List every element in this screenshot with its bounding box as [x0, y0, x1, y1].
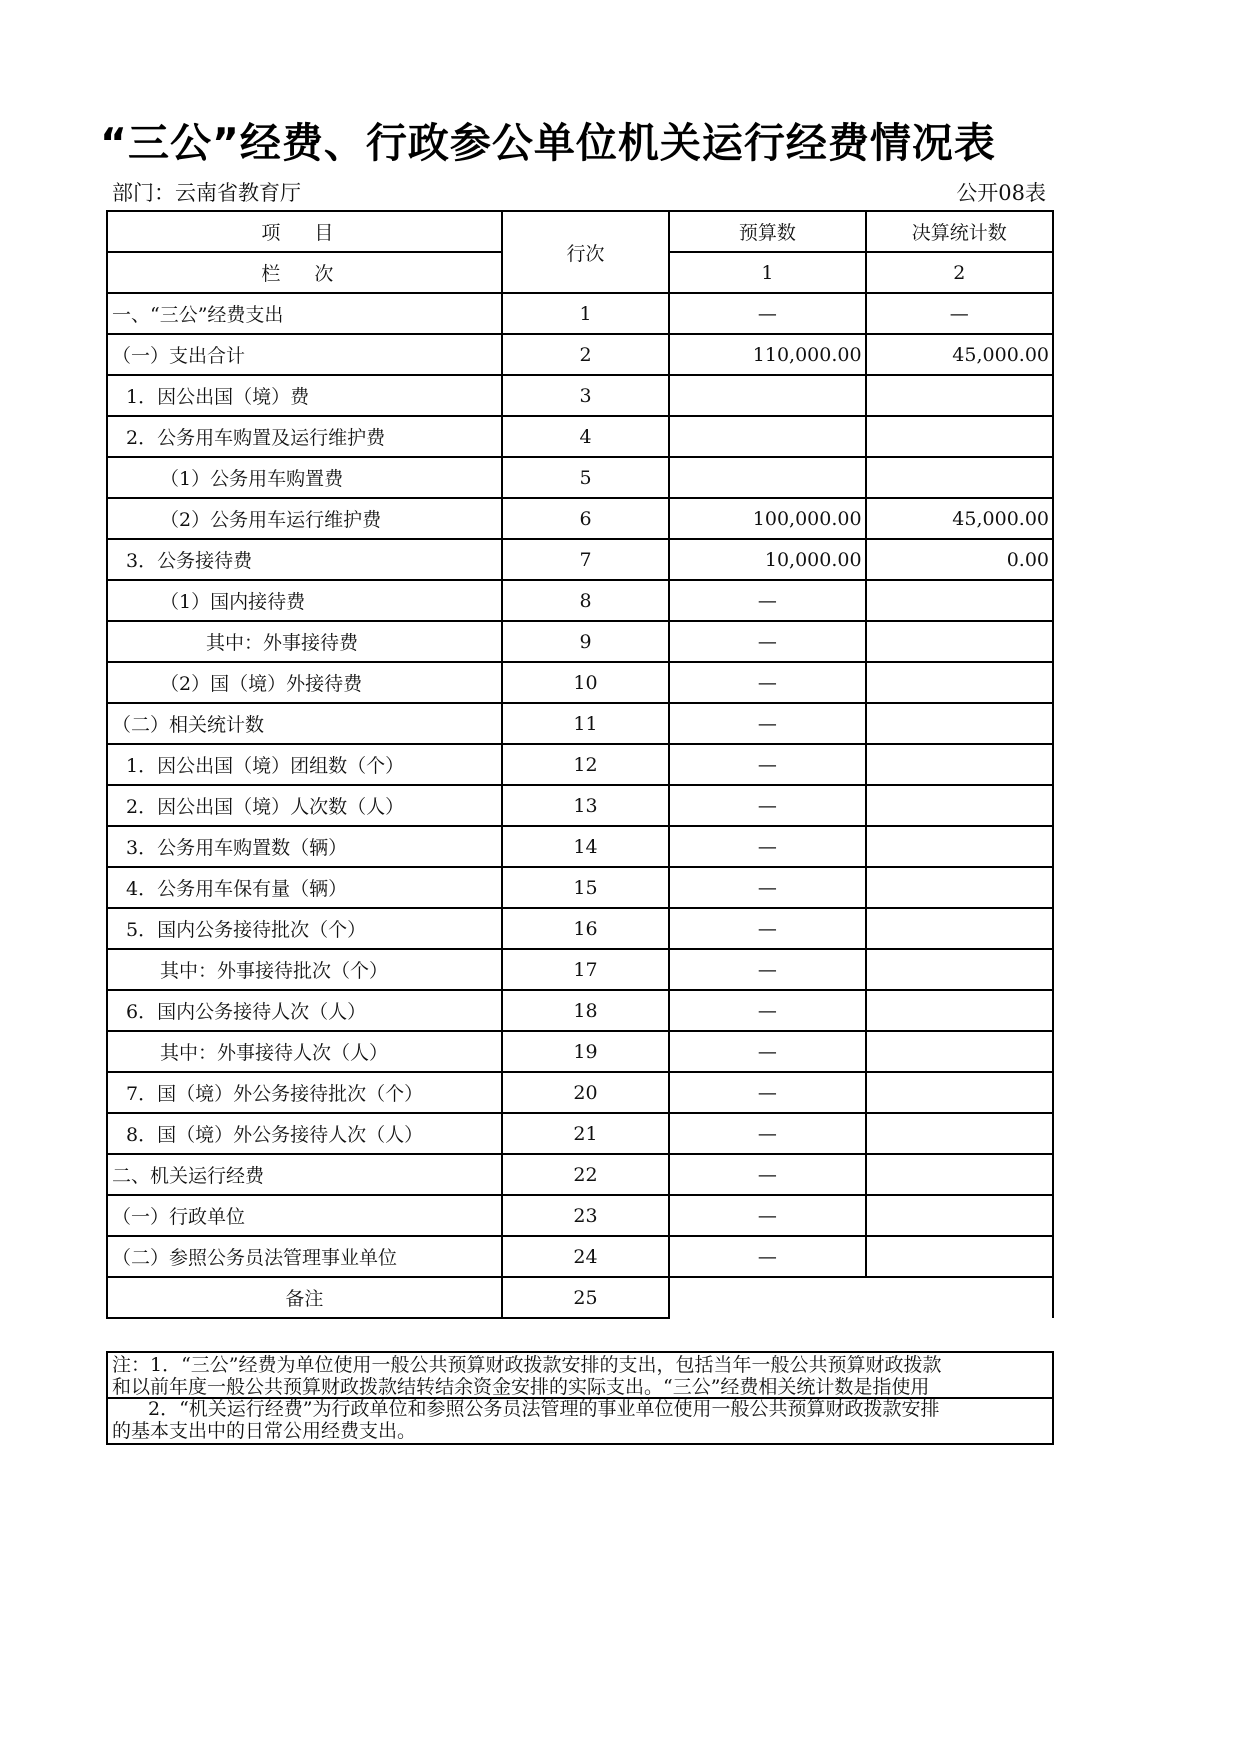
budget-value: —	[669, 867, 865, 908]
remarks-label: 备注	[107, 1277, 502, 1318]
row-label: （一）行政单位	[107, 1195, 502, 1236]
row-label: （二）参照公务员法管理事业单位	[107, 1236, 502, 1277]
table-row	[107, 703, 1053, 744]
budget-value: —	[669, 662, 865, 703]
row-label: 5．国内公务接待批次（个）	[107, 908, 502, 949]
budget-value	[669, 375, 865, 416]
table-row	[107, 416, 1053, 457]
budget-value: —	[669, 1154, 865, 1195]
row-label: （2）国（境）外接待费	[107, 662, 502, 703]
final-value: 45,000.00	[866, 334, 1053, 375]
final-value	[866, 703, 1053, 744]
table-row	[107, 744, 1053, 785]
table-row	[107, 908, 1053, 949]
header-row	[107, 211, 1053, 252]
final-value	[866, 1154, 1053, 1195]
table-row	[107, 990, 1053, 1031]
row-number: 11	[502, 703, 669, 744]
row-label: 其中：外事接待批次（个）	[107, 949, 502, 990]
table-row	[107, 785, 1053, 826]
row-label: 3．公务接待费	[107, 539, 502, 580]
header-column-order: 栏 次	[107, 252, 502, 293]
remarks-row-no: 25	[502, 1277, 669, 1318]
note-line-3: 2．“机关运行经费”为行政单位和参照公务员法管理的事业单位使用一般公共预算财政拨款安排	[148, 1398, 940, 1420]
budget-value: —	[669, 990, 865, 1031]
row-label: 6．国内公务接待人次（人）	[107, 990, 502, 1031]
budget-value	[669, 457, 865, 498]
row-number: 10	[502, 662, 669, 703]
row-label: （1）公务用车购置费	[107, 457, 502, 498]
row-number: 14	[502, 826, 669, 867]
final-value	[866, 621, 1053, 662]
table-row	[107, 293, 1053, 334]
row-number: 23	[502, 1195, 669, 1236]
final-value	[866, 1236, 1053, 1277]
table-row	[107, 580, 1053, 621]
final-value: —	[866, 293, 1053, 334]
row-label: 一、“三公”经费支出	[107, 293, 502, 334]
budget-value: —	[669, 908, 865, 949]
row-number: 8	[502, 580, 669, 621]
table-row	[107, 1072, 1053, 1113]
budget-column-number: 1	[669, 252, 865, 293]
note-line-2: 和以前年度一般公共预算财政拨款结转结余资金安排的实际支出。“三公”经费相关统计数是指使用	[112, 1376, 930, 1398]
final-value	[866, 457, 1053, 498]
row-label: （一）支出合计	[107, 334, 502, 375]
final-value	[866, 785, 1053, 826]
remarks-value	[669, 1277, 1053, 1318]
row-number: 22	[502, 1154, 669, 1195]
budget-value: —	[669, 621, 865, 662]
row-label: 3．公务用车购置数（辆）	[107, 826, 502, 867]
row-label: 4．公务用车保有量（辆）	[107, 867, 502, 908]
header-item: 项 目	[107, 211, 502, 252]
row-label: 2．因公出国（境）人次数（人）	[107, 785, 502, 826]
row-number: 7	[502, 539, 669, 580]
budget-value: —	[669, 744, 865, 785]
final-value	[866, 1195, 1053, 1236]
note-line-1: 注：1．“三公”经费为单位使用一般公共预算财政拨款安排的支出，包括当年一般公共预算财政拨款	[112, 1354, 942, 1376]
budget-value	[669, 416, 865, 457]
row-label: 7．国（境）外公务接待批次（个）	[107, 1072, 502, 1113]
row-number: 21	[502, 1113, 669, 1154]
table-row	[107, 457, 1053, 498]
row-label: （二）相关统计数	[107, 703, 502, 744]
row-number: 12	[502, 744, 669, 785]
table-row	[107, 867, 1053, 908]
row-label: 其中：外事接待人次（人）	[107, 1031, 502, 1072]
final-value: 45,000.00	[866, 498, 1053, 539]
row-number: 5	[502, 457, 669, 498]
budget-value: —	[669, 826, 865, 867]
budget-value: —	[669, 949, 865, 990]
final-value	[866, 990, 1053, 1031]
final-value	[866, 1072, 1053, 1113]
table-row	[107, 662, 1053, 703]
final-value	[866, 867, 1053, 908]
row-label: 其中：外事接待费	[107, 621, 502, 662]
row-number: 6	[502, 498, 669, 539]
row-number: 4	[502, 416, 669, 457]
row-number: 17	[502, 949, 669, 990]
final-value	[866, 1031, 1053, 1072]
table-row	[107, 1113, 1053, 1154]
notes-box	[106, 1351, 1054, 1445]
row-number: 9	[502, 621, 669, 662]
budget-value: —	[669, 580, 865, 621]
budget-value: —	[669, 1236, 865, 1277]
row-label: 2．公务用车购置及运行维护费	[107, 416, 502, 457]
row-number: 15	[502, 867, 669, 908]
table-row	[107, 1031, 1053, 1072]
row-number: 3	[502, 375, 669, 416]
final-value	[866, 949, 1053, 990]
row-number: 13	[502, 785, 669, 826]
final-value	[866, 416, 1053, 457]
budget-value: 100,000.00	[669, 498, 865, 539]
header-row-no: 行次	[502, 211, 669, 293]
row-label: 1．因公出国（境）费	[107, 375, 502, 416]
row-number: 20	[502, 1072, 669, 1113]
page-title: “三公”经费、行政参公单位机关运行经费情况表	[100, 119, 996, 167]
final-value	[866, 744, 1053, 785]
table-row	[107, 1154, 1053, 1195]
final-value	[866, 662, 1053, 703]
row-number: 2	[502, 334, 669, 375]
final-value	[866, 580, 1053, 621]
table-row	[107, 539, 1053, 580]
row-number: 18	[502, 990, 669, 1031]
table-row	[107, 826, 1053, 867]
department-label: 部门：云南省教育厅	[112, 181, 301, 205]
final-value	[866, 908, 1053, 949]
header-budget: 预算数	[669, 211, 865, 252]
row-label: 1．因公出国（境）团组数（个）	[107, 744, 502, 785]
budget-value: 110,000.00	[669, 334, 865, 375]
budget-value: —	[669, 1072, 865, 1113]
row-number: 1	[502, 293, 669, 334]
form-number: 公开08表	[956, 181, 1046, 205]
table-row	[107, 375, 1053, 416]
table-row	[107, 1195, 1053, 1236]
row-number: 16	[502, 908, 669, 949]
table-row	[107, 621, 1053, 662]
expense-table	[106, 210, 1054, 1319]
row-label: 二、机关运行经费	[107, 1154, 502, 1195]
final-value: 0.00	[866, 539, 1053, 580]
row-label: （1）国内接待费	[107, 580, 502, 621]
table-row	[107, 1236, 1053, 1277]
budget-value: —	[669, 1113, 865, 1154]
budget-value: —	[669, 1195, 865, 1236]
table-row	[107, 498, 1053, 539]
final-column-number: 2	[866, 252, 1053, 293]
budget-value: —	[669, 293, 865, 334]
remarks-row	[107, 1277, 1053, 1318]
final-value	[866, 375, 1053, 416]
note-line-4: 的基本支出中的日常公用经费支出。	[112, 1420, 417, 1442]
final-value	[866, 826, 1053, 867]
table-row	[107, 949, 1053, 990]
header-final: 决算统计数	[866, 211, 1053, 252]
row-label: 8．国（境）外公务接待人次（人）	[107, 1113, 502, 1154]
budget-value: —	[669, 703, 865, 744]
title-container	[100, 112, 1068, 174]
final-value	[866, 1113, 1053, 1154]
table-row	[107, 334, 1053, 375]
row-number: 19	[502, 1031, 669, 1072]
row-label: （2）公务用车运行维护费	[107, 498, 502, 539]
budget-value: —	[669, 785, 865, 826]
row-number: 24	[502, 1236, 669, 1277]
budget-value: —	[669, 1031, 865, 1072]
budget-value: 10,000.00	[669, 539, 865, 580]
